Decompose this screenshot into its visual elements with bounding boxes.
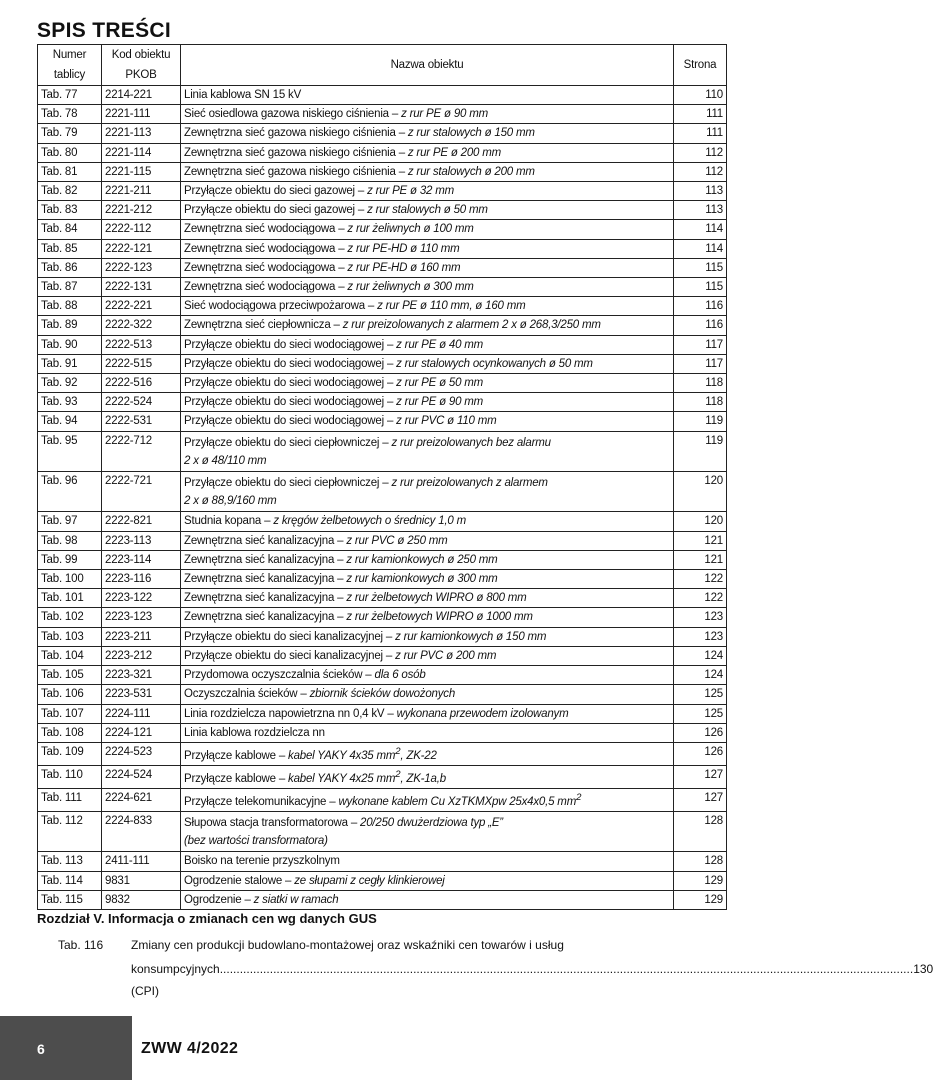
row-object-detail-suffix: , ZK-1a,b xyxy=(400,772,446,785)
row-page-number: 127 xyxy=(674,788,727,811)
row-object-name: Przyłącze obiektu do sieci ciepłowniczej – xyxy=(184,477,392,490)
row-object-name-cell xyxy=(181,550,674,569)
row-object-detail: z rur kamionkowych ø 150 mm xyxy=(395,630,547,643)
header-num-line1: Numer xyxy=(52,49,87,61)
row-page-number: 124 xyxy=(674,646,727,665)
header-num-line2: tablicy xyxy=(53,69,86,81)
row-table-number: Tab. 90 xyxy=(38,335,102,354)
row-object-detail: z rur żeliwnych ø 100 mm xyxy=(347,223,474,236)
row-page-number: 126 xyxy=(674,723,727,742)
row-page-number: 111 xyxy=(674,105,727,124)
table-row[interactable] xyxy=(38,666,727,685)
row-page-number: 129 xyxy=(674,871,727,890)
row-object-name-cell xyxy=(181,589,674,608)
row-object-detail: z rur PE ø 200 mm xyxy=(407,146,501,159)
row-page-number: 114 xyxy=(674,239,727,258)
row-table-number: Tab. 115 xyxy=(38,890,102,909)
row-object-name-cell xyxy=(181,704,674,723)
table-row[interactable] xyxy=(38,871,727,890)
row-pkob-code: 2221-114 xyxy=(102,143,181,162)
row-table-number: Tab. 104 xyxy=(38,646,102,665)
row-object-name: Zewnętrzna sieć gazowa niskiego ciśnienia – xyxy=(184,165,408,178)
row-object-detail: wykonana przewodem izolowanym xyxy=(396,707,569,720)
row-object-name-cell xyxy=(181,162,674,181)
row-object-name-cell xyxy=(181,627,674,646)
row-object-name: Oczyszczalnia ścieków – xyxy=(184,688,310,701)
row-object-name: Przydomowa oczyszczalnia ścieków – xyxy=(184,669,375,682)
table-row[interactable] xyxy=(38,685,727,704)
table-row[interactable] xyxy=(38,531,727,550)
row-pkob-code: 2222-516 xyxy=(102,374,181,393)
row-object-name: Boisko na terenie przyszkolnym xyxy=(184,855,340,868)
row-page-number: 121 xyxy=(674,550,727,569)
row-object-detail: z rur PVC ø 250 mm xyxy=(346,534,448,547)
table-row[interactable] xyxy=(38,608,727,627)
row-table-number: Tab. 109 xyxy=(38,742,102,765)
row-object-detail: ze słupami z cegły klinkierowej xyxy=(294,874,445,887)
row-table-number: Tab. 113 xyxy=(38,852,102,871)
row-object-detail-superscript: 2 xyxy=(395,768,401,780)
row-object-detail: z rur preizolowanych bez alarmu xyxy=(391,436,551,449)
row-page-number: 119 xyxy=(674,412,727,431)
row-object-name-cell xyxy=(181,765,674,788)
row-object-name-cell xyxy=(181,143,674,162)
row-table-number: Tab. 99 xyxy=(38,550,102,569)
table-row[interactable] xyxy=(38,512,727,531)
table-row[interactable] xyxy=(38,258,727,277)
row-pkob-code: 2214-221 xyxy=(102,86,181,105)
row-object-detail: z kręgów żelbetowych o średnicy 1,0 m xyxy=(273,515,466,528)
row-object-detail: z rur PE ø 90 mm xyxy=(396,396,484,409)
row-pkob-code: 2222-322 xyxy=(102,316,181,335)
row-page-number: 120 xyxy=(674,472,727,512)
row-object-detail-superscript: 2 xyxy=(576,791,582,803)
row-object-name: Sieć osiedlowa gazowa niskiego ciśnienia – xyxy=(184,108,402,121)
row-table-number: Tab. 103 xyxy=(38,627,102,646)
row-pkob-code: 2222-515 xyxy=(102,354,181,373)
row-table-number: Tab. 107 xyxy=(38,704,102,723)
row-pkob-code: 9832 xyxy=(102,890,181,909)
row-object-name: Zewnętrzna sieć kanalizacyjna – xyxy=(184,592,347,605)
row-object-name-cell xyxy=(181,431,674,471)
table-row[interactable] xyxy=(38,374,727,393)
row-object-name: Linia kablowa SN 15 kV xyxy=(184,89,302,101)
row-object-name: Ogrodzenie stalowe – xyxy=(184,874,295,887)
row-page-number: 112 xyxy=(674,162,727,181)
chapter-entry-page: 130 xyxy=(913,962,933,976)
row-object-name-cell xyxy=(181,124,674,143)
row-page-number: 121 xyxy=(674,531,727,550)
row-table-number: Tab. 110 xyxy=(38,765,102,788)
row-object-detail: zbiornik ścieków dowożonych xyxy=(309,688,456,701)
table-row[interactable] xyxy=(38,182,727,201)
row-object-name: Zewnętrzna sieć kanalizacyjna – xyxy=(184,534,347,547)
chapter-entry-text-line1: Zmiany cen produkcji budowlano-montażowej oraz wskaźniki cen towarów i usług xyxy=(131,938,564,952)
row-page-number: 117 xyxy=(674,335,727,354)
row-table-number: Tab. 78 xyxy=(38,105,102,124)
row-object-name-cell xyxy=(181,412,674,431)
row-page-number: 123 xyxy=(674,608,727,627)
row-object-name-cell xyxy=(181,666,674,685)
table-row[interactable] xyxy=(38,570,727,589)
row-object-name: Przyłącze obiektu do sieci wodociągowej – xyxy=(184,415,397,428)
row-page-number: 114 xyxy=(674,220,727,239)
chapter-entry-leader-dots: ................................................................................................................................................................................................................ xyxy=(219,962,914,976)
row-table-number: Tab. 94 xyxy=(38,412,102,431)
table-row[interactable] xyxy=(38,162,727,181)
table-row[interactable] xyxy=(38,589,727,608)
row-pkob-code: 2222-821 xyxy=(102,512,181,531)
row-object-detail: z rur PE-HD ø 110 mm xyxy=(347,242,460,255)
toc-header-row xyxy=(38,45,727,86)
row-object-name-cell xyxy=(181,742,674,765)
row-object-name-cell xyxy=(181,723,674,742)
row-object-name-cell xyxy=(181,201,674,220)
row-object-name-cell xyxy=(181,182,674,201)
row-pkob-code: 2411-111 xyxy=(102,852,181,871)
row-object-name-cell xyxy=(181,239,674,258)
row-object-detail: z rur kamionkowych ø 250 mm xyxy=(346,553,498,566)
row-object-name-cell xyxy=(181,788,674,811)
row-object-name: Przyłącze obiektu do sieci wodociągowej – xyxy=(184,377,397,390)
table-row[interactable] xyxy=(38,742,727,765)
row-page-number: 118 xyxy=(674,393,727,412)
row-object-detail: z rur stalowych ø 200 mm xyxy=(407,165,535,178)
row-object-name: Zewnętrzna sieć ciepłownicza – xyxy=(184,319,343,332)
row-object-detail: z rur PE-HD ø 160 mm xyxy=(347,261,461,274)
row-page-number: 110 xyxy=(674,86,727,105)
table-row[interactable] xyxy=(38,431,727,471)
row-table-number: Tab. 92 xyxy=(38,374,102,393)
row-pkob-code: 2222-221 xyxy=(102,297,181,316)
row-pkob-code: 2223-122 xyxy=(102,589,181,608)
header-num xyxy=(38,45,102,86)
row-object-name-cell xyxy=(181,354,674,373)
row-object-name-cell xyxy=(181,570,674,589)
row-object-name-cell xyxy=(181,608,674,627)
table-row[interactable] xyxy=(38,239,727,258)
row-object-detail: z rur stalowych ocynkowanych ø 50 mm xyxy=(396,357,593,370)
row-table-number: Tab. 88 xyxy=(38,297,102,316)
table-row[interactable] xyxy=(38,627,727,646)
footer-page-box xyxy=(0,1016,132,1080)
row-pkob-code: 2221-211 xyxy=(102,182,181,201)
row-pkob-code: 2221-115 xyxy=(102,162,181,181)
row-table-number: Tab. 91 xyxy=(38,354,102,373)
row-object-name: Zewnętrzna sieć kanalizacyjna – xyxy=(184,573,347,586)
table-row[interactable] xyxy=(38,472,727,512)
row-object-detail: kabel YAKY 4x25 mm xyxy=(288,772,396,785)
row-object-name: Zewnętrzna sieć gazowa niskiego ciśnienia – xyxy=(184,146,408,159)
row-pkob-code: 2223-113 xyxy=(102,531,181,550)
row-page-number: 116 xyxy=(674,297,727,316)
row-object-name-cell xyxy=(181,316,674,335)
header-kod-line1: Kod obiektu xyxy=(111,49,171,61)
row-object-name-cell xyxy=(181,374,674,393)
row-object-name: Słupowa stacja transformatorowa – xyxy=(184,817,361,829)
row-object-name: Przyłącze obiektu do sieci ciepłowniczej – xyxy=(184,436,392,449)
row-pkob-code: 2224-121 xyxy=(102,723,181,742)
row-table-number: Tab. 100 xyxy=(38,570,102,589)
row-object-name: Ogrodzenie – xyxy=(184,893,254,906)
row-table-number: Tab. 96 xyxy=(38,472,102,512)
row-object-detail: z rur żeliwnych ø 300 mm xyxy=(347,281,474,294)
row-object-name-cell xyxy=(181,871,674,890)
row-page-number: 127 xyxy=(674,765,727,788)
row-object-detail: z rur PE ø 32 mm xyxy=(367,185,454,198)
row-object-detail: z rur stalowych ø 50 mm xyxy=(367,204,488,217)
row-page-number: 115 xyxy=(674,258,727,277)
table-row[interactable] xyxy=(38,550,727,569)
row-pkob-code: 2222-531 xyxy=(102,412,181,431)
row-page-number: 128 xyxy=(674,852,727,871)
row-page-number: 115 xyxy=(674,278,727,297)
row-object-name-cell xyxy=(181,278,674,297)
row-object-name-cell xyxy=(181,812,674,852)
row-pkob-code: 9831 xyxy=(102,871,181,890)
row-pkob-code: 2222-123 xyxy=(102,258,181,277)
row-object-detail: z rur stalowych ø 150 mm xyxy=(407,127,535,140)
row-object-detail: z rur preizolowanych z alarmem xyxy=(391,477,548,490)
row-pkob-code: 2223-211 xyxy=(102,627,181,646)
row-object-name: Przyłącze obiektu do sieci gazowej – xyxy=(184,204,368,217)
row-object-detail: z rur PE ø 50 mm xyxy=(396,377,484,390)
row-page-number: 118 xyxy=(674,374,727,393)
row-pkob-code: 2222-721 xyxy=(102,472,181,512)
table-row[interactable] xyxy=(38,335,727,354)
row-object-detail-line2: (bez wartości transformatora) xyxy=(184,835,328,848)
row-pkob-code: 2224-621 xyxy=(102,788,181,811)
header-page: Strona xyxy=(674,45,727,86)
row-page-number: 122 xyxy=(674,589,727,608)
row-page-number: 124 xyxy=(674,666,727,685)
chapter-entry-text-line2: konsumpcyjnych (CPI) xyxy=(131,962,220,998)
row-object-name: Przyłącze obiektu do sieci wodociągowej – xyxy=(184,396,397,409)
row-pkob-code: 2222-712 xyxy=(102,431,181,471)
row-object-detail: z rur PVC ø 200 mm xyxy=(395,649,497,662)
row-object-name: Zewnętrzna sieć wodociągowa – xyxy=(184,281,348,294)
row-pkob-code: 2224-111 xyxy=(102,704,181,723)
row-pkob-code: 2221-111 xyxy=(102,105,181,124)
row-object-name-cell xyxy=(181,105,674,124)
page-title: SPIS TREŚCI xyxy=(37,19,171,42)
row-pkob-code: 2221-113 xyxy=(102,124,181,143)
row-page-number: 129 xyxy=(674,890,727,909)
row-object-name: Studnia kopana – xyxy=(184,515,274,528)
row-object-name: Przyłącze obiektu do sieci kanalizacyjnej – xyxy=(184,649,396,662)
row-table-number: Tab. 101 xyxy=(38,589,102,608)
row-table-number: Tab. 82 xyxy=(38,182,102,201)
row-table-number: Tab. 108 xyxy=(38,723,102,742)
row-page-number: 116 xyxy=(674,316,727,335)
row-table-number: Tab. 86 xyxy=(38,258,102,277)
row-table-number: Tab. 83 xyxy=(38,201,102,220)
row-pkob-code: 2223-114 xyxy=(102,550,181,569)
row-object-name-cell xyxy=(181,297,674,316)
row-object-name: Zewnętrzna sieć kanalizacyjna – xyxy=(184,611,347,624)
row-object-detail: z rur żelbetowych WIPRO ø 800 mm xyxy=(346,592,527,605)
table-row[interactable] xyxy=(38,201,727,220)
row-table-number: Tab. 106 xyxy=(38,685,102,704)
row-object-name: Przyłącze kablowe – xyxy=(184,749,289,762)
table-row[interactable] xyxy=(38,393,727,412)
row-pkob-code: 2222-524 xyxy=(102,393,181,412)
toc-table xyxy=(37,44,727,910)
row-page-number: 111 xyxy=(674,124,727,143)
row-object-detail: z rur kamionkowych ø 300 mm xyxy=(346,573,498,586)
row-table-number: Tab. 87 xyxy=(38,278,102,297)
row-table-number: Tab. 105 xyxy=(38,666,102,685)
row-object-name: Przyłącze telekomunikacyjne – xyxy=(184,795,339,808)
row-object-name: Przyłącze obiektu do sieci kanalizacyjnej – xyxy=(184,630,396,643)
row-page-number: 113 xyxy=(674,201,727,220)
row-pkob-code: 2222-112 xyxy=(102,220,181,239)
row-table-number: Tab. 81 xyxy=(38,162,102,181)
table-row[interactable] xyxy=(38,704,727,723)
table-row[interactable] xyxy=(38,316,727,335)
row-object-name-cell xyxy=(181,472,674,512)
table-row[interactable] xyxy=(38,765,727,788)
row-pkob-code: 2224-833 xyxy=(102,812,181,852)
row-object-name: Linia kablowa rozdzielcza nn xyxy=(184,726,325,739)
row-object-name: Przyłącze obiektu do sieci gazowej – xyxy=(184,185,368,198)
row-object-detail: z rur PE ø 110 mm, ø 160 mm xyxy=(377,300,526,313)
row-object-name: Zewnętrzna sieć wodociągowa – xyxy=(184,261,348,274)
row-object-name-cell xyxy=(181,852,674,871)
row-page-number: 126 xyxy=(674,742,727,765)
row-object-name-cell xyxy=(181,512,674,531)
row-object-detail: z rur PE ø 90 mm xyxy=(401,108,488,121)
row-object-detail: z siatki w ramach xyxy=(253,893,339,906)
row-object-name: Przyłącze obiektu do sieci wodociągowej – xyxy=(184,338,397,351)
row-page-number: 125 xyxy=(674,685,727,704)
table-row[interactable] xyxy=(38,86,727,105)
chapter-heading: Rozdział V. Informacja o zmianach cen wg danych GUS xyxy=(37,911,377,926)
table-row[interactable] xyxy=(38,412,727,431)
header-name: Nazwa obiektu xyxy=(181,45,674,86)
row-pkob-code: 2224-523 xyxy=(102,742,181,765)
row-table-number: Tab. 80 xyxy=(38,143,102,162)
row-pkob-code: 2223-116 xyxy=(102,570,181,589)
row-object-detail-suffix: , ZK-22 xyxy=(400,749,437,762)
chapter-entry-label: Tab. 116 xyxy=(58,938,104,952)
row-page-number: 120 xyxy=(674,512,727,531)
row-object-detail: z rur żelbetowych WIPRO ø 1000 mm xyxy=(346,611,533,624)
row-table-number: Tab. 97 xyxy=(38,512,102,531)
row-object-detail: wykonane kablem Cu XzTKMXpw 25x4x0,5 mm xyxy=(338,795,577,808)
row-object-name: Przyłącze obiektu do sieci wodociągowej – xyxy=(184,357,397,370)
row-object-name-cell xyxy=(181,646,674,665)
header-kod xyxy=(102,45,181,86)
row-object-name-cell xyxy=(181,393,674,412)
row-object-name-cell xyxy=(181,86,674,105)
row-table-number: Tab. 79 xyxy=(38,124,102,143)
row-page-number: 128 xyxy=(674,812,727,852)
row-object-name-cell xyxy=(181,220,674,239)
toc-body xyxy=(38,86,727,910)
row-object-name: Sieć wodociągowa przeciwpożarowa – xyxy=(184,300,378,313)
row-pkob-code: 2222-121 xyxy=(102,239,181,258)
row-object-detail: dla 6 osób xyxy=(374,669,426,682)
row-page-number: 119 xyxy=(674,431,727,471)
row-object-detail: z rur PE ø 40 mm xyxy=(396,338,484,351)
row-page-number: 125 xyxy=(674,704,727,723)
row-table-number: Tab. 102 xyxy=(38,608,102,627)
row-page-number: 117 xyxy=(674,354,727,373)
row-page-number: 122 xyxy=(674,570,727,589)
row-pkob-code: 2223-123 xyxy=(102,608,181,627)
row-object-name: Zewnętrzna sieć wodociągowa – xyxy=(184,223,348,236)
table-row[interactable] xyxy=(38,723,727,742)
row-pkob-code: 2221-212 xyxy=(102,201,181,220)
table-row[interactable] xyxy=(38,105,727,124)
row-page-number: 112 xyxy=(674,143,727,162)
row-object-detail: kabel YAKY 4x35 mm xyxy=(288,749,396,762)
row-object-name-cell xyxy=(181,685,674,704)
row-table-number: Tab. 93 xyxy=(38,393,102,412)
row-table-number: Tab. 112 xyxy=(38,812,102,852)
row-object-name-cell xyxy=(181,335,674,354)
row-object-detail: z rur preizolowanych z alarmem 2 x ø 268,3/250 mm xyxy=(342,319,601,332)
row-object-detail-line2: 2 x ø 88,9/160 mm xyxy=(184,495,277,508)
row-table-number: Tab. 95 xyxy=(38,431,102,471)
row-pkob-code: 2223-321 xyxy=(102,666,181,685)
row-pkob-code: 2224-524 xyxy=(102,765,181,788)
row-object-detail-line2: 2 x ø 48/110 mm xyxy=(184,454,267,467)
table-row[interactable] xyxy=(38,788,727,811)
row-table-number: Tab. 85 xyxy=(38,239,102,258)
row-object-name: Zewnętrzna sieć kanalizacyjna – xyxy=(184,553,347,566)
header-kod-line2: PKOB xyxy=(125,69,157,81)
table-row[interactable] xyxy=(38,278,727,297)
row-object-detail: z rur PVC ø 110 mm xyxy=(396,415,497,428)
table-row[interactable] xyxy=(38,124,727,143)
row-object-name-cell xyxy=(181,531,674,550)
footer-page-number: 6 xyxy=(37,1041,45,1057)
row-table-number: Tab. 77 xyxy=(38,86,102,105)
table-row[interactable] xyxy=(38,646,727,665)
row-object-detail: 20/250 dwużerdziowa typ „E” xyxy=(360,817,503,829)
row-table-number: Tab. 114 xyxy=(38,871,102,890)
row-object-name: Przyłącze kablowe – xyxy=(184,772,289,785)
row-pkob-code: 2223-531 xyxy=(102,685,181,704)
row-table-number: Tab. 89 xyxy=(38,316,102,335)
row-table-number: Tab. 111 xyxy=(38,788,102,811)
row-object-name: Zewnętrzna sieć wodociągowa – xyxy=(184,242,348,255)
table-row[interactable] xyxy=(38,354,727,373)
row-pkob-code: 2222-131 xyxy=(102,278,181,297)
row-page-number: 113 xyxy=(674,182,727,201)
row-object-name: Linia rozdzielcza napowietrzna nn 0,4 kV – xyxy=(184,707,397,720)
table-row[interactable] xyxy=(38,143,727,162)
row-pkob-code: 2222-513 xyxy=(102,335,181,354)
row-table-number: Tab. 98 xyxy=(38,531,102,550)
row-object-name-cell xyxy=(181,890,674,909)
footer-publication-title: ZWW 4/2022 xyxy=(141,1040,239,1057)
row-object-detail-superscript: 2 xyxy=(395,745,401,757)
row-page-number: 123 xyxy=(674,627,727,646)
row-object-name: Zewnętrzna sieć gazowa niskiego ciśnienia – xyxy=(184,127,408,140)
row-table-number: Tab. 84 xyxy=(38,220,102,239)
row-object-name-cell xyxy=(181,258,674,277)
table-row[interactable] xyxy=(38,220,727,239)
table-row[interactable] xyxy=(38,812,727,852)
table-row[interactable] xyxy=(38,890,727,909)
table-row[interactable] xyxy=(38,297,727,316)
table-row[interactable] xyxy=(38,852,727,871)
row-pkob-code: 2223-212 xyxy=(102,646,181,665)
